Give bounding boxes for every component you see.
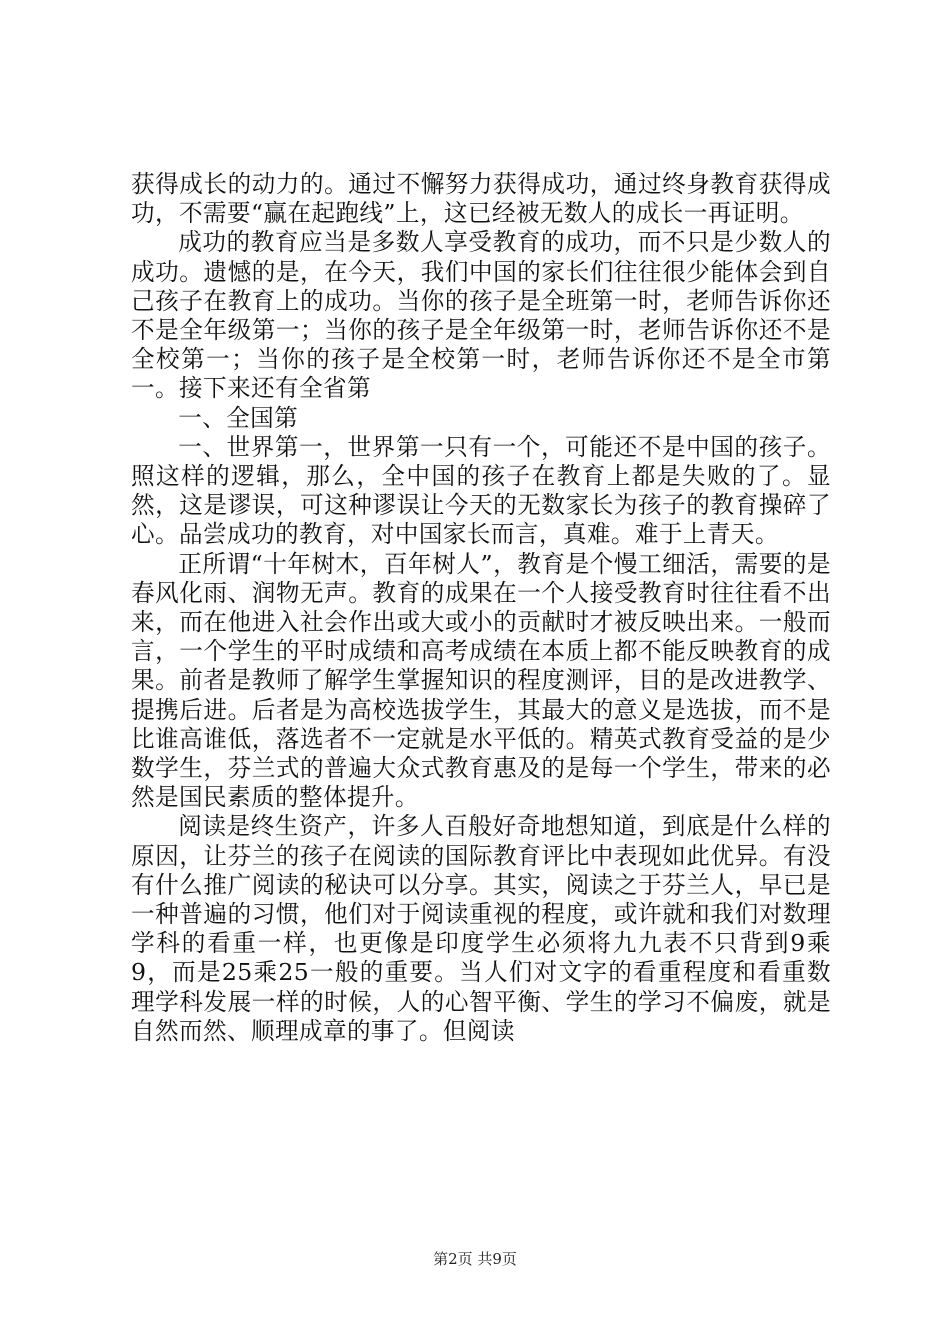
paragraph-1: 获得成长的动力的。通过不懈努力获得成功，通过终身教育获得成功，不需要“赢在起跑线”上，这已经被无数人的成长一再证明。 bbox=[131, 170, 831, 228]
paragraph-3: 一、全国第 bbox=[178, 403, 299, 432]
paragraph-6: 阅读是终生资产，许多人百般好奇地想知道，到底是什么样的原因，让芬兰的孩子在阅读的国际教育评比中表现如此优异。有没有什么推广阅读的秘诀可以分享。其实，阅读之于芬兰人，早已是一种普遍的习惯，他们对于阅读重视的程度，或许就和我们对数理学科的看重一样，也更像是印度学生必须将九九表不只背到9乘9，而是25乘25一般的重要。当人们对文字的看重程度和看重数理学科发展一样的时候，人的心智平衡、学生的学习不偏废，就是自然而然、顺理成章的事了。但阅读 bbox=[131, 812, 831, 1045]
document-body bbox=[131, 170, 831, 1046]
paragraph-4: 一、世界第一，世界第一只有一个，可能还不是中国的孩子。照这样的逻辑，那么，全中国的孩子在教育上都是失败的了。显然，这是谬误，可这种谬误让今天的无数家长为孩子的教育操碎了心。品尝成功的教育，对中国家长而言，真难。难于上青天。 bbox=[131, 432, 831, 549]
paragraph-2: 成功的教育应当是多数人享受教育的成功，而不只是少数人的成功。遗憾的是，在今天，我们中国的家长们往往很少能体会到自己孩子在教育上的成功。当你的孩子是全班第一时，老师告诉你还不是全年级第一；当你的孩子是全年级第一时，老师告诉你还不是全校第一；当你的孩子是全校第一时，老师告诉你还不是全市第一。接下来还有全省第 bbox=[131, 228, 831, 403]
page-number-label: 第2页 共9页 bbox=[433, 1250, 517, 1268]
paragraph-5: 正所谓“十年树木，百年树人”，教育是个慢工细活，需要的是春风化雨、润物无声。教育的成果在一个人接受教育时往往看不出来，而在他进入社会作出或大或小的贡献时才被反映出来。一般而言，一个学生的平时成绩和高考成绩在本质上都不能反映教育的成果。前者是教师了解学生掌握知识的程度测评，目的是改进教学、提携后进。后者是为高校选拔学生，其最大的意义是选拔，而不是比谁高谁低，落选者不一定就是水平低的。精英式教育受益的是少数学生，芬兰式的普遍大众式教育惠及的是每一个学生，带来的必然是国民素质的整体提升。 bbox=[131, 549, 831, 812]
page-footer bbox=[0, 1248, 950, 1269]
